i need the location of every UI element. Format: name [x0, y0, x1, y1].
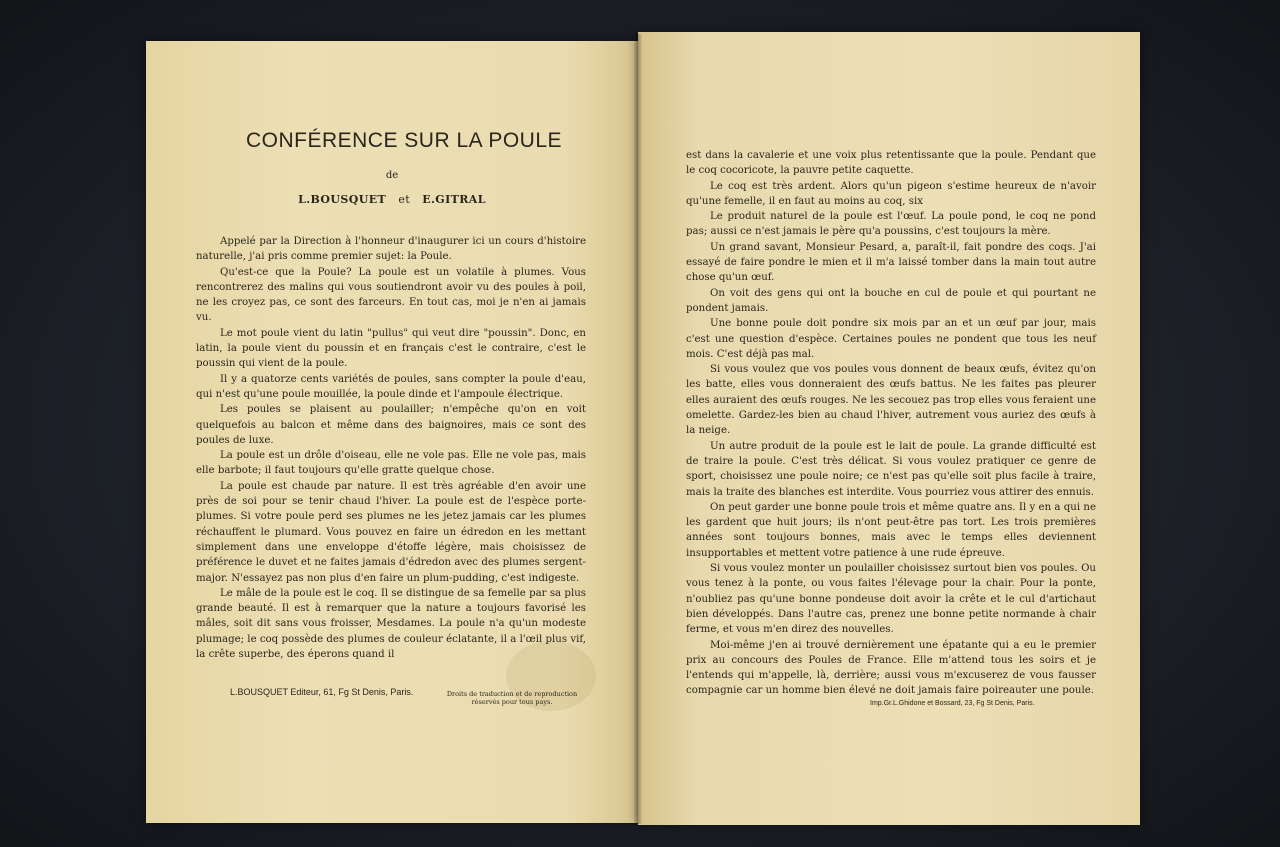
paragraph: est dans la cavalerie et une voix plus retentissante que la poule. Pendant que le coq cocoricote, la pauvre petite caquette.	[686, 150, 1096, 177]
book-gutter	[634, 34, 642, 824]
author-2: E.GITRAL	[422, 193, 486, 206]
author-1: L.BOUSQUET	[298, 193, 387, 206]
paragraph: Si vous voulez monter un poulailler choisissez surtout bien vos poules. Ou vous tenez à la ponte, ou vous faites l'élevage pour la chair. Pour la ponte, n'oubliez pas qu'une bonne pondeuse doit avoir la crête et le cul d'artichaut bien développés. Dans l'autre cas, prenez une bonne petite normande à chair ferme, et vous m'en direz des nouvelles.	[686, 563, 1096, 636]
paragraph: La poule est chaude par nature. Il est très agréable d'en avoir une près de soi pour se tenir chaud l'hiver. La poule est de l'espèce porte-plumes. Si votre poule perd ses plumes ne les jetez jamais car les plumes réchauffent le plumard. Vous pouvez en faire un édredon en les mettant simplement dans une enveloppe d'étoffe légère, mais choisissez de préférence le duvet et ne faites jamais d'édredon avec des plumes sergent-major. N'essayez pas non plus d'en faire un plum-pudding, c'est indigeste.	[196, 480, 586, 584]
paragraph: Il y a quatorze cents variétés de poules, sans compter la poule d'eau, qui n'est qu'une poule mouillée, la poule dinde et l'ampoule électrique.	[196, 373, 586, 400]
author-conjunction: et	[398, 193, 411, 206]
paragraph: Un grand savant, Monsieur Pesard, a, paraît-il, fait pondre des coqs. J'ai essayé de faire pondre le mien et il m'a laissé tomber dans la main tout autre chose qu'un œuf.	[686, 241, 1096, 284]
page-title: CONFÉRENCE SUR LA POULE	[245, 129, 563, 152]
paragraph: Les poules se plaisent au poulailler; n'empêche qu'on en voit quelquefois au balcon et même dans des baignoires, mais ce sont des poules de luxe.	[196, 404, 586, 446]
paragraph: Le mot poule vient du latin "pullus" qui veut dire "poussin". Donc, en latin, la poule vient du poussin et en français c'est le contraire, c'est le poussin qui vient de la poule.	[196, 327, 586, 370]
paragraph: Une bonne poule doit pondre six mois par an et un œuf par jour, mais c'est une question d'espèce. Certaines poules ne pondent que tous les neuf mois. C'est déjà pas mal.	[686, 318, 1096, 360]
left-page	[146, 41, 638, 823]
paragraph: Moi-même j'en ai trouvé dernièrement une épatante qui a eu le premier prix au concours des Poules de France. Elle m'attend tous les soirs et je l'entends qui m'appelle, là, derrière; aussi vous m'excuserez de vous fausser compagnie car un homme bien élevé ne doit jamais faire poireauter une poule.	[686, 639, 1096, 697]
paragraph: Le coq est très ardent. Alors qu'un pigeon s'estime heureux de n'avoir qu'une femelle, il en faut au moins au coq, six	[686, 180, 1096, 207]
paragraph: Appelé par la Direction à l'honneur d'inaugurer ici un cours d'histoire naturelle, j'ai pris comme premier sujet: la Poule.	[196, 236, 586, 263]
right-page	[638, 32, 1140, 825]
authors	[146, 193, 638, 206]
paragraph: On voit des gens qui ont la bouche en cul de poule et qui pourtant ne pondent jamais.	[686, 287, 1096, 314]
paragraph: Le mâle de la poule est le coq. Il se distingue de sa femelle par sa plus grande beauté. Il est à remarquer que la nature a toujours favorisé les mâles, soit dit sans vous froisser, Mesdames. La poule n'a qu'un modeste plumage; le coq possède des plumes de couleur éclatante, il a l'œil plus vif, la crête superbe, des éperons quand il	[196, 587, 586, 661]
left-body-text	[196, 234, 586, 662]
paragraph: Qu'est-ce que la Poule? La poule est un volatile à plumes. Vous rencontrerez des malins qui vous soutiendront avoir vu des poules à poil, ne les croyez pas, ce sont des farceurs. En tout cas, moi je n'en ai jamais vu.	[196, 266, 586, 324]
printer-footer: Imp.Gr.L.Ghidone et Bossard, 23, Fg St Denis, Paris.	[870, 700, 1035, 707]
right-body-text	[686, 148, 1096, 699]
paragraph: Le produit naturel de la poule est l'œuf. La poule pond, le coq ne pond pas; aussi ce n'est jamais le père qu'a poussins, c'est toujours la mère.	[686, 211, 1096, 238]
paragraph: La poule est un drôle d'oiseau, elle ne vole pas. Elle ne vole pas, mais elle barbote; il faut toujours qu'elle gratte quelque chose.	[196, 450, 586, 477]
byline-de: de	[385, 170, 399, 181]
paragraph: Un autre produit de la poule est le lait de poule. La grande difficulté est de traire la poule. C'est très délicat. Si vous voulez pratiquer ce genre de sport, choisissez une poule noire; ce n'est pas qu'elle soit plus facile à traire, mais la traite des blanches est interdite. Vous pourriez vous attirer des ennuis.	[686, 440, 1096, 498]
rights-notice: Droits de traduction et de reproduction réservés pour tous pays.	[446, 690, 578, 706]
publisher-footer: L.BOUSQUET Editeur, 61, Fg St Denis, Paris.	[230, 687, 414, 697]
paragraph: On peut garder une bonne poule trois et même quatre ans. Il y en a qui ne les gardent que huit jours; ils n'ont peut-être pas tort. Les trois premières années sont toujours bonnes, mais avec le temps elles deviennent insupportables et mettent votre patience à une rude épreuve.	[686, 501, 1096, 559]
paragraph: Si vous voulez que vos poules vous donnent de beaux œufs, évitez qu'on les batte, elles vous donneraient des œufs battus. Ne les faites pas pleurer elles auraient des œufs rouges. Ne les secouez pas trop elles vous feraient une omelette. Gardez-les bien au chaud l'hiver, autrement vous auriez des œufs à la neige.	[686, 364, 1096, 437]
